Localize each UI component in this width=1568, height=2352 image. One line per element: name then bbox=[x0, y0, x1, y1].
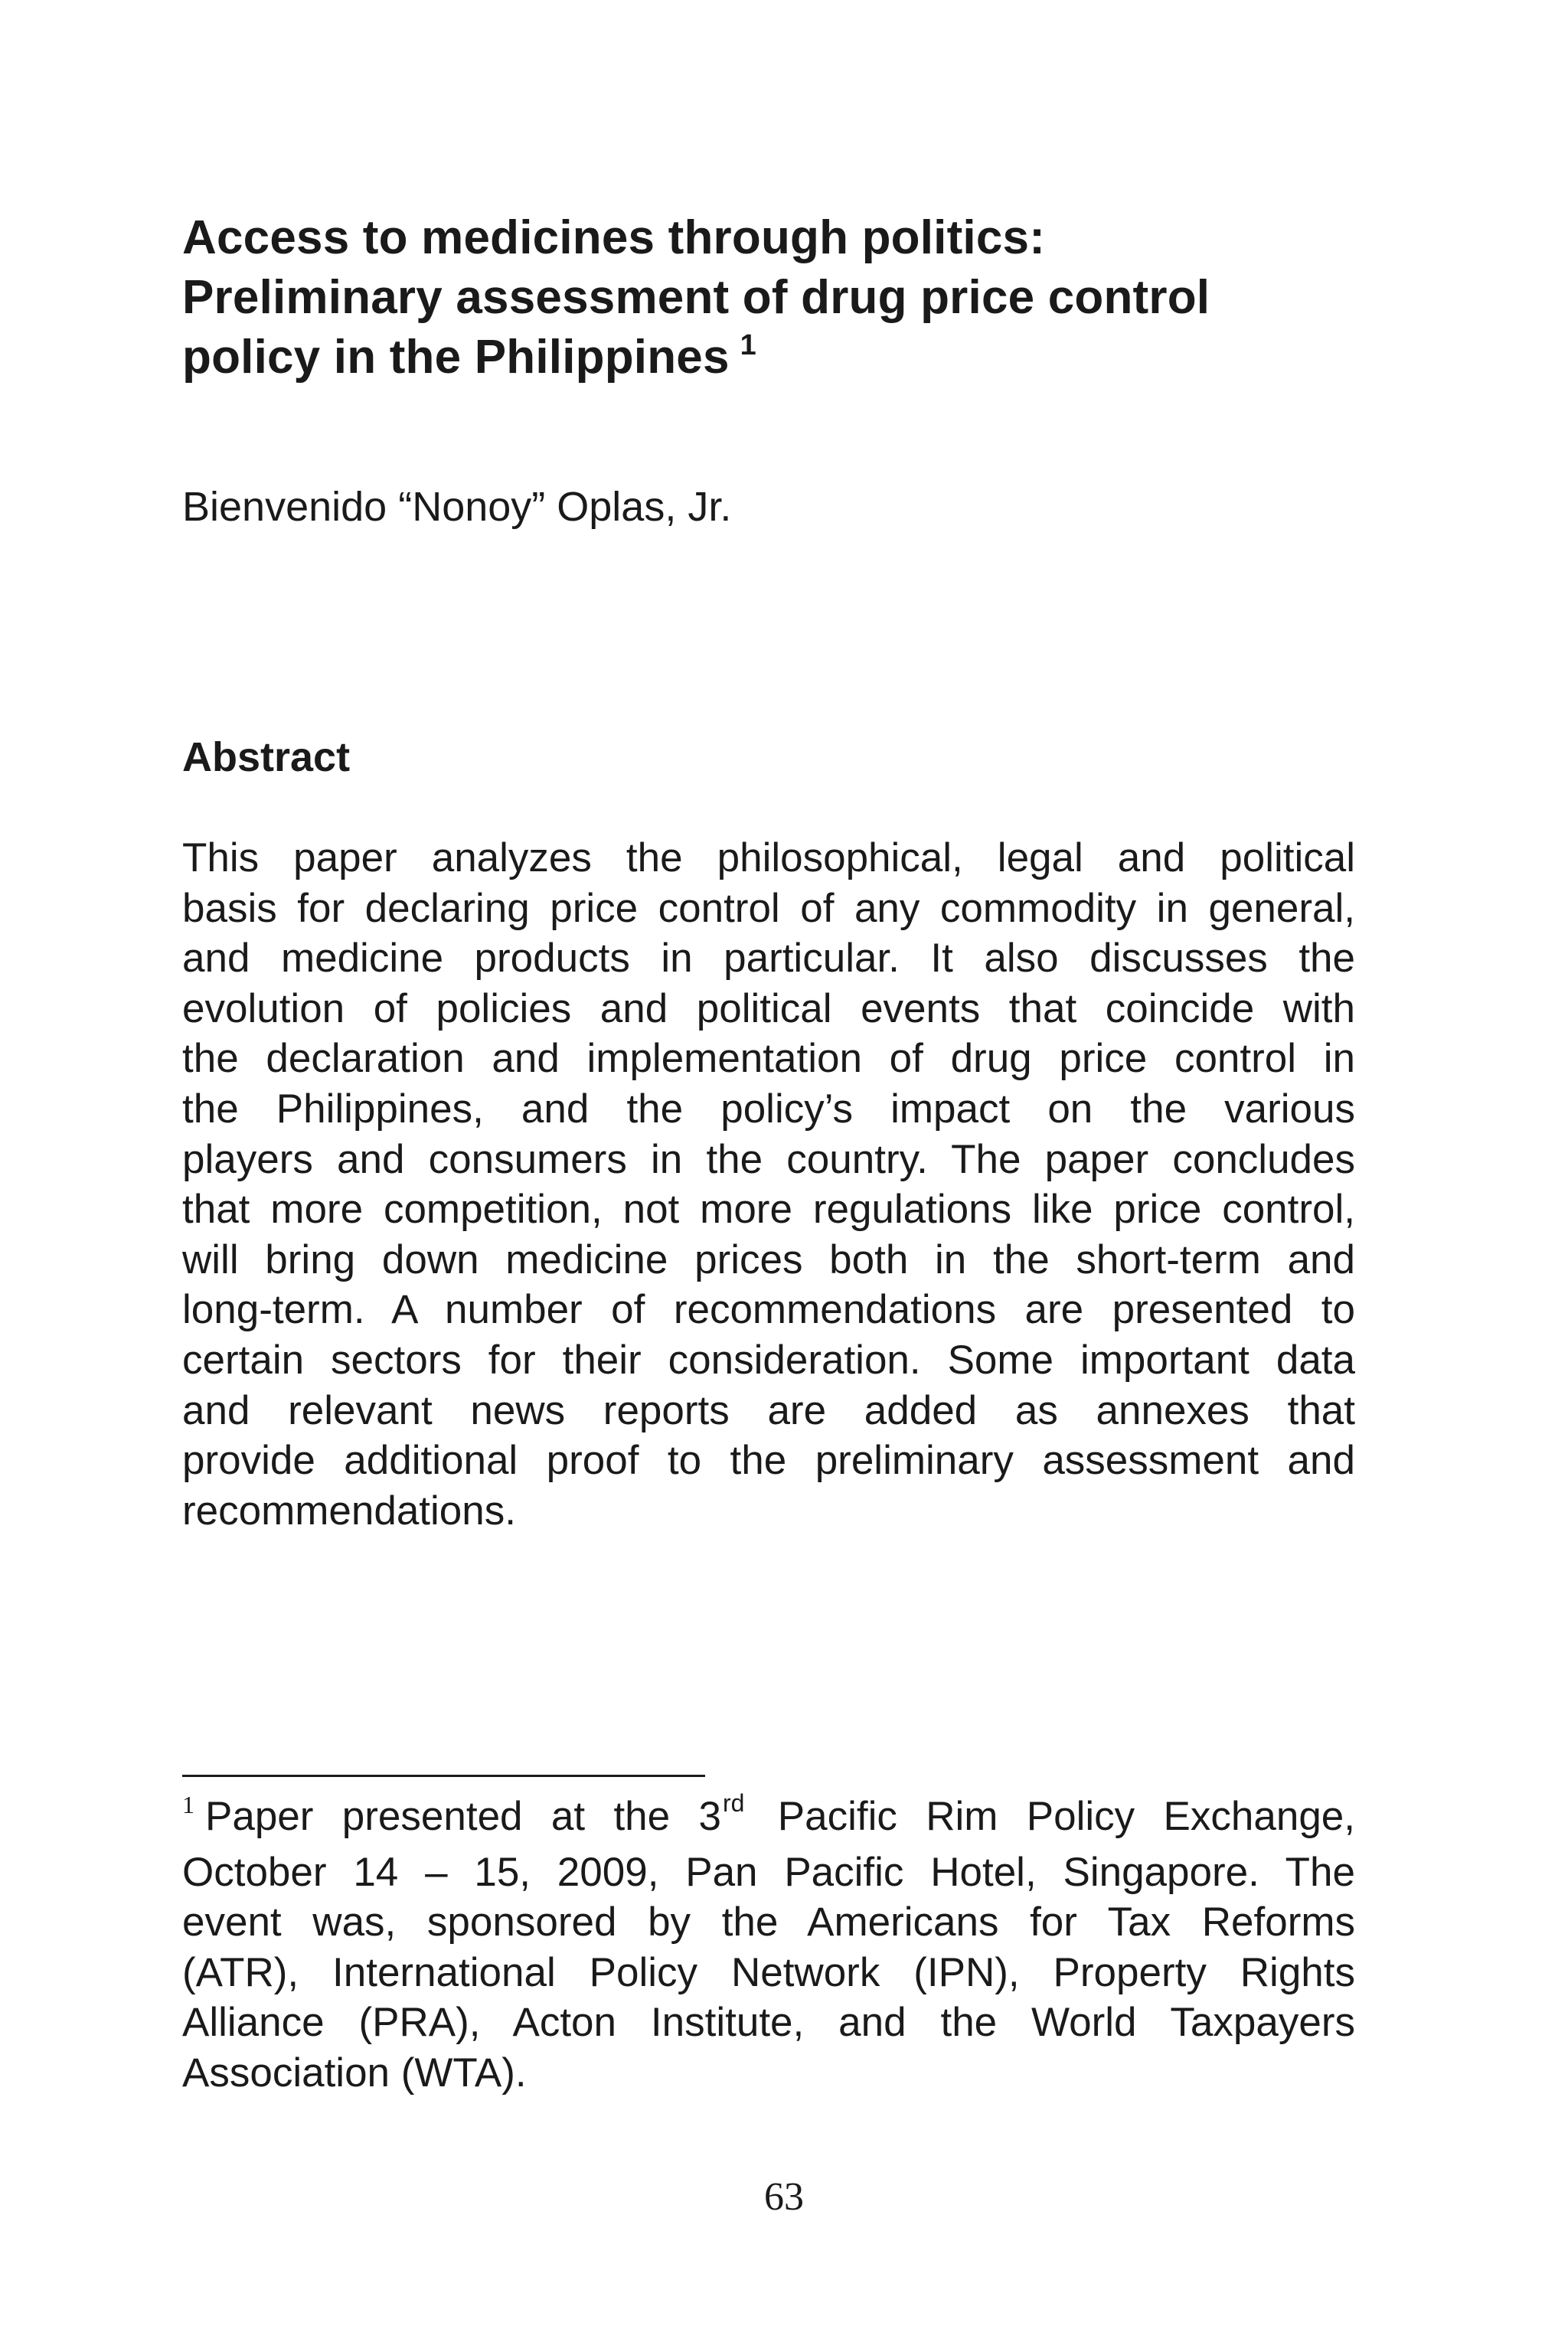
abstract-line: players and consumers in the country. The paper concludes bbox=[182, 1136, 1355, 1182]
abstract-line: This paper analyzes the philosophical, legal and political bbox=[182, 835, 1355, 880]
abstract-line: certain sectors for their consideration. Some important data bbox=[182, 1337, 1355, 1383]
abstract-line: provide additional proof to the preliminary assessment and bbox=[182, 1438, 1355, 1484]
footnote-line: event was, sponsored by the Americans for Tax Reforms bbox=[182, 1900, 1355, 1945]
abstract-line: and relevant news reports are added as annexes that bbox=[182, 1387, 1355, 1433]
footnote-separator bbox=[182, 1775, 705, 1777]
abstract-line: long-term. A number of recommendations are presented to bbox=[182, 1287, 1355, 1333]
abstract-line: basis for declaring price control of any commodity in general, bbox=[182, 885, 1355, 931]
footnote bbox=[182, 1789, 1355, 2099]
footnote-line: (ATR), International Policy Network (IPN), Property Rights bbox=[182, 1949, 1355, 1995]
footnote-marker: 1 bbox=[182, 1791, 194, 1818]
footnote-line-1-after: Pacific Rim Policy Exchange, bbox=[777, 1794, 1355, 1839]
footnote-line-1-before: Paper presented at the 3 bbox=[205, 1794, 721, 1839]
title-line-3-text: policy in the Philippines bbox=[182, 331, 730, 384]
title-line-1: Access to medicines through politics: bbox=[182, 211, 1046, 264]
abstract-line: the declaration and implementation of drug price control in bbox=[182, 1036, 1355, 1082]
abstract-line: that more competition, not more regulations like price control, bbox=[182, 1187, 1355, 1233]
page-number: 63 bbox=[764, 2175, 804, 2219]
abstract-line: recommendations. bbox=[182, 1488, 516, 1534]
footnote-line bbox=[182, 1789, 1355, 1847]
abstract-line: evolution of policies and political events that coincide with bbox=[182, 985, 1355, 1031]
footnote-line: October 14 – 15, 2009, Pan Pacific Hotel, Singapore. The bbox=[182, 1849, 1355, 1895]
paper-title bbox=[182, 208, 1377, 394]
footnote-line: Association (WTA). bbox=[182, 2050, 527, 2096]
title-line-2: Preliminary assessment of drug price control bbox=[182, 271, 1210, 324]
title-footnote-ref[interactable]: 1 bbox=[740, 329, 756, 361]
abstract-heading: Abstract bbox=[182, 734, 351, 780]
abstract-body bbox=[182, 833, 1355, 1536]
author-name: Bienvenido “Nonoy” Oplas, Jr. bbox=[182, 484, 732, 530]
abstract-line: the Philippines, and the policy’s impact on the various bbox=[182, 1086, 1355, 1132]
abstract-line: and medicine products in particular. It also discusses the bbox=[182, 936, 1355, 982]
footnote-ordinal-suffix: rd bbox=[722, 1789, 745, 1817]
title-line-3 bbox=[182, 328, 1377, 394]
footnote-line: Alliance (PRA), Acton Institute, and the World Taxpayers bbox=[182, 2000, 1355, 2046]
abstract-line: will bring down medicine prices both in the short-term and bbox=[182, 1236, 1355, 1282]
